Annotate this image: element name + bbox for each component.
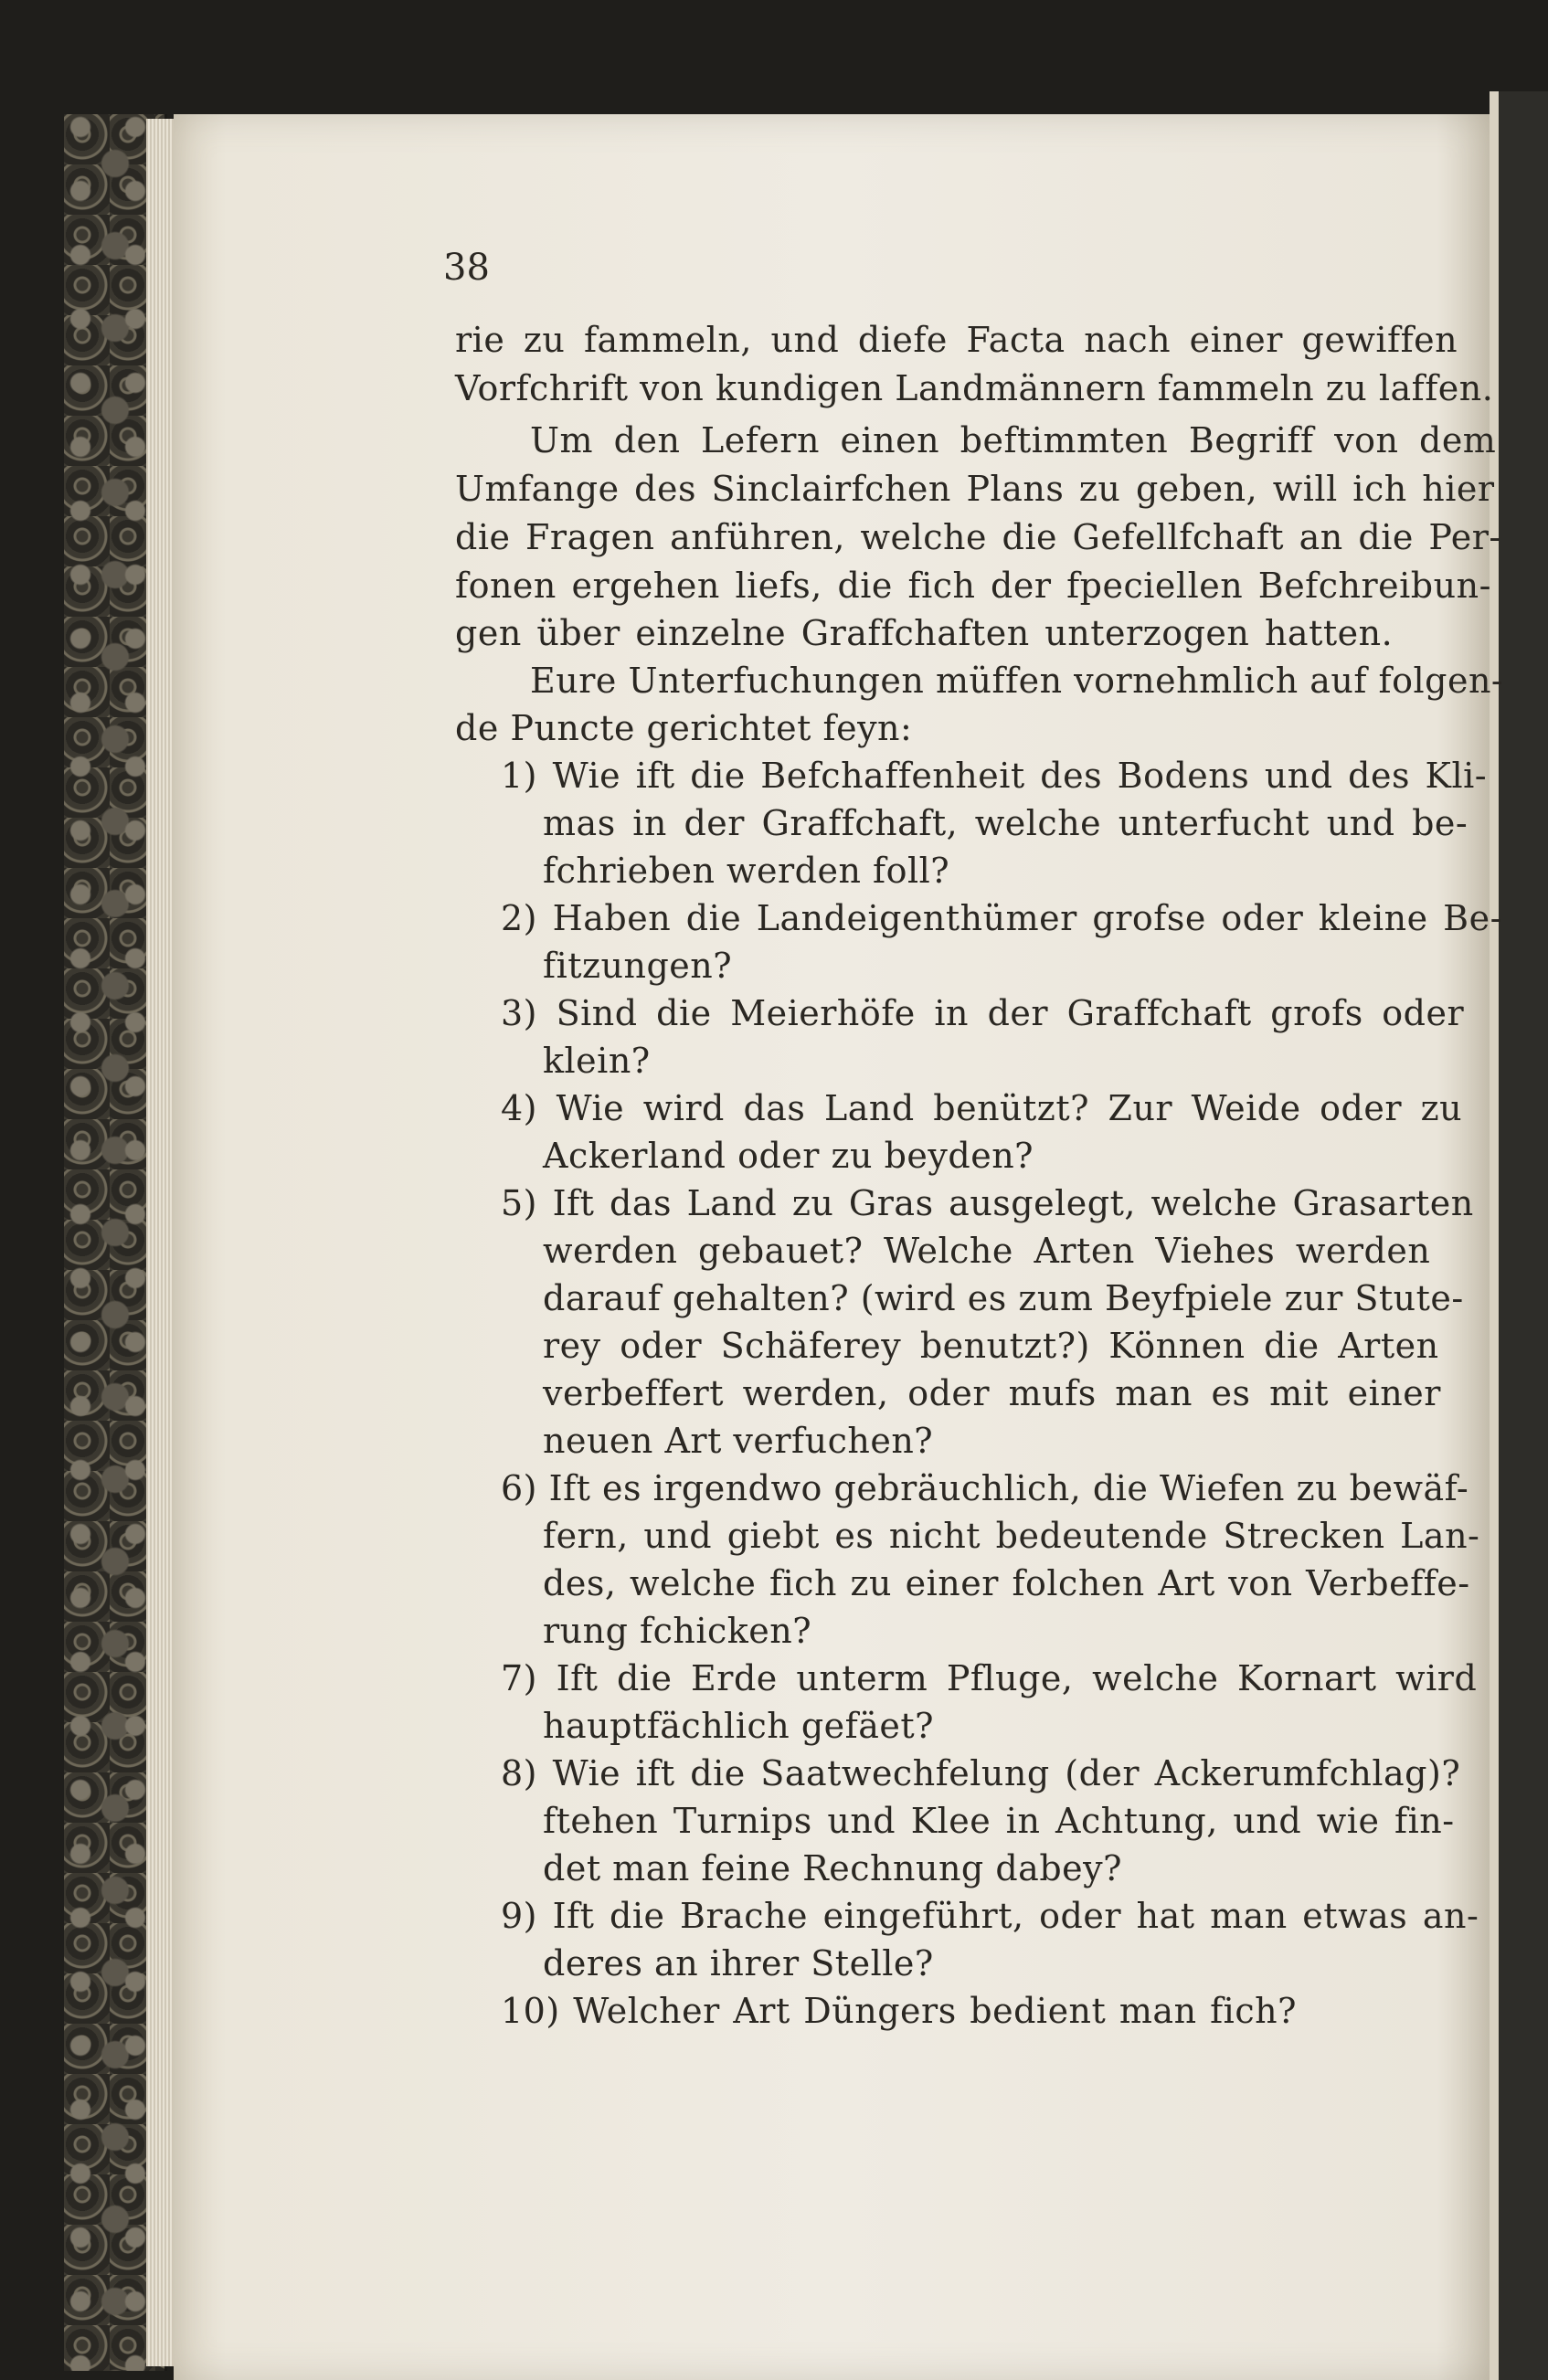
text-line: fitzungen?	[543, 946, 733, 986]
text-line: Um den Lefern einen beftimmten Begriff von dem	[530, 420, 1497, 460]
text-line: Ackerland oder zu beyden?	[543, 1136, 1034, 1176]
text-line: 2) Haben die Landeigenthümer grofse oder kleine Be-	[501, 898, 1502, 938]
text-line: de Puncte gerichtet feyn:	[455, 708, 913, 748]
text-line: fchrieben werden foll?	[543, 851, 950, 891]
text-line: gen über einzelne Graffchaften unterzogen hatten.	[455, 613, 1394, 653]
text-line: fern, und giebt es nicht bedeutende Strecken Lan-	[543, 1516, 1480, 1556]
text-line: Vorfchrift von kundigen Landmännern fammeln zu laffen.	[455, 368, 1494, 408]
text-line: rie zu fammeln, und diefe Facta nach einer gewiffen	[455, 320, 1458, 360]
text-line: 7) Ift die Erde unterm Pfluge, welche Kornart wird	[501, 1658, 1478, 1698]
text-line: ftehen Turnips und Klee in Achtung, und wie fin-	[543, 1801, 1455, 1841]
text-line: die Fragen anführen, welche die Gefellfchaft an die Per-	[455, 517, 1501, 557]
text-line: darauf gehalten? (wird es zum Beyfpiele zur Stute-	[543, 1278, 1464, 1318]
text-line: Umfange des Sinclairfchen Plans zu geben, will ich hier	[455, 469, 1495, 509]
text-line: fonen ergehen liefs, die fich der fpeciellen Befchreibun-	[455, 566, 1491, 606]
text-line: mas in der Graffchaft, welche unterfucht und be-	[543, 803, 1468, 843]
text-line: hauptfächlich gefäet?	[543, 1706, 934, 1746]
text-line: klein?	[543, 1041, 651, 1081]
text-line: 6) Ift es irgendwo gebräuchlich, die Wiefen zu bewäf-	[501, 1468, 1469, 1508]
page-number: 38	[443, 247, 490, 289]
text-line: neuen Art verfuchen?	[543, 1421, 934, 1461]
text-line: rung fchicken?	[543, 1611, 812, 1651]
text-line: det man feine Rechnung dabey?	[543, 1848, 1122, 1888]
text-line: 4) Wie wird das Land benützt? Zur Weide oder zu	[501, 1088, 1463, 1128]
text-line: 10) Welcher Art Düngers bedient man fich?	[501, 1991, 1297, 2031]
text-line: rey oder Schäferey benutzt?) Können die Arten	[543, 1326, 1439, 1366]
text-line: 1) Wie ift die Befchaffenheit des Bodens und des Kli-	[501, 756, 1488, 796]
text-line: 8) Wie ift die Saatwechfelung (der Ackerumfchlag)?	[501, 1753, 1461, 1793]
text-line: Eure Unterfuchungen müffen vornehmlich auf folgen-	[530, 661, 1504, 701]
text-line: werden gebauet? Welche Arten Viehes werden	[543, 1231, 1431, 1271]
text-line: des, welche fich zu einer folchen Art von Verbeffe-	[543, 1563, 1470, 1603]
text-line: 5) Ift das Land zu Gras ausgelegt, welche Grasarten	[501, 1183, 1474, 1223]
text-line: verbeffert werden, oder mufs man es mit einer	[543, 1373, 1441, 1413]
text-line: 9) Ift die Brache eingeführt, oder hat man etwas an-	[501, 1896, 1479, 1936]
right-binding	[1490, 91, 1548, 2380]
text-line: deres an ihrer Stelle?	[543, 1943, 934, 1983]
text-line: 3) Sind die Meierhöfe in der Graffchaft grofs oder	[501, 993, 1465, 1033]
